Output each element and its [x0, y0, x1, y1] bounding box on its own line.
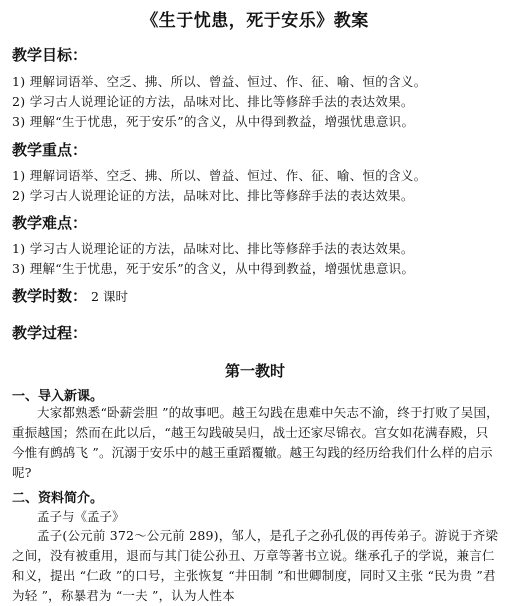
hours-value: 2 课时	[91, 289, 128, 304]
material-subheading: 孟子与《孟子》	[37, 509, 125, 524]
difficulties-heading: 教学难点：	[12, 214, 88, 232]
key-point-item: 1) 理解词语举、空乏、拂、所以、曾益、恒过、作、征、喻、恒的含义。	[12, 168, 427, 183]
key-point-item: 2) 学习古人说理论证的方法，品味对比、排比等修辞手法的表达效果。	[12, 188, 414, 203]
difficulty-item: 1) 学习古人说理论证的方法，品味对比、排比等修辞手法的表达效果。	[12, 241, 414, 256]
material-paragraph: 孟子(公元前 372～公元前 289)，邹人，是孔子之孙孔伋的再传弟子。游说于齐梁之间，没有被重用，退而与其门徒公孙丑、万章等著书立说。继承孔子的学说，兼言仁和义，提出 “仁政 ”的口号，主张恢复 “井田制 ”和世卿制度，同时又主张 “民为贵 ”君为轻 ”，称暴君为 “一夫 ”，认为人性本	[12, 528, 499, 603]
objective-item: 1) 理解词语举、空乏、拂、所以、曾益、恒过、作、征、喻、恒的含义。	[12, 74, 427, 89]
difficulty-item: 3) 理解“生于忧患，死于安乐”的含义，从中得到教益，增强忧患意识。	[12, 261, 415, 276]
intro-paragraph: 大家都熟悉“卧薪尝胆 ”的故事吧。越王勾践在患难中矢志不渝，终于打败了吴国，重振越国；然而在此以后，“越王勾践破吴归，战士还家尽锦衣。宫女如花满春殿，只今惟有鹧鸪飞 ”。沉溺于安乐中的越王重蹈覆辙。越王勾践的经历给我们什么样的启示呢?	[12, 405, 499, 480]
document-title: 《生于忧患，死于安乐》教案	[141, 11, 369, 31]
lesson-title: 第一教时	[224, 362, 285, 380]
hours-heading: 教学时数：	[12, 287, 88, 305]
key-points-heading: 教学重点：	[12, 141, 88, 159]
process-heading: 教学过程：	[12, 324, 88, 342]
objective-item: 2) 学习古人说理论证的方法，品味对比、排比等修辞手法的表达效果。	[12, 94, 414, 109]
material-heading: 二、资料简介。	[12, 491, 104, 506]
hours-row	[12, 285, 128, 306]
objectives-heading: 教学目标：	[12, 46, 88, 64]
objective-item: 3) 理解“生于忧患，死于安乐”的含义，从中得到教益，增强忧患意识。	[12, 114, 415, 129]
intro-heading: 一、导入新课。	[12, 389, 104, 404]
